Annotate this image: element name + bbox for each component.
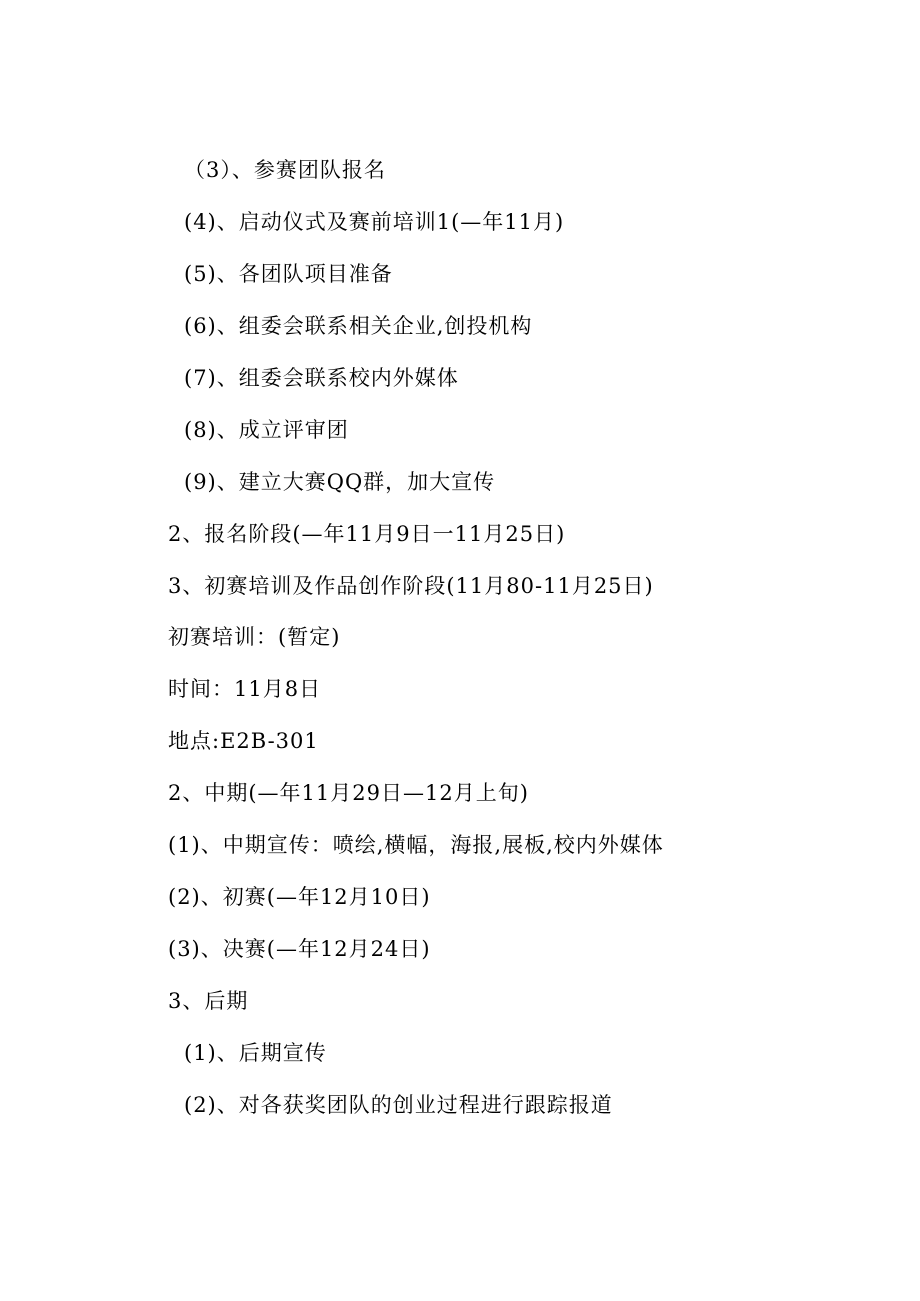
section-later-stage: 3、后期	[168, 989, 249, 1013]
item-5-project-preparation: (5)、各团队项目准备	[184, 262, 393, 286]
item-3-team-registration: （3）、参赛团队报名	[184, 158, 386, 182]
mid-term-item-2-preliminary: (2)、初赛(—年12月10日)	[168, 885, 431, 909]
later-item-1-publicity: (1)、后期宣传	[184, 1041, 327, 1065]
item-7-contact-media: (7)、组委会联系校内外媒体	[184, 366, 459, 390]
section-preliminary-training-phase: 3、初赛培训及作品创作阶段(11月80-11月25日)	[168, 574, 654, 598]
section-mid-term: 2、中期(—年11月29日—12月上旬)	[168, 781, 529, 805]
mid-term-item-1-publicity: (1)、中期宣传：喷绘,横幅，海报,展板,校内外媒体	[168, 833, 664, 857]
item-8-review-panel: (8)、成立评审团	[184, 418, 349, 442]
section-registration-phase: 2、报名阶段(—年11月9日一11月25日)	[168, 522, 566, 546]
mid-term-item-3-final: (3)、决赛(—年12月24日)	[168, 937, 431, 961]
training-time: 时间：11月8日	[168, 677, 322, 701]
item-9-qq-group: (9)、建立大赛QQ群，加大宣传	[184, 470, 496, 494]
item-6-contact-enterprises: (6)、组委会联系相关企业,创投机构	[184, 314, 533, 338]
training-location: 地点:E2B-301	[168, 729, 319, 753]
later-item-2-follow-up: (2)、对各获奖团队的创业过程进行跟踪报道	[184, 1093, 613, 1117]
preliminary-training-label: 初赛培训：(暂定)	[168, 625, 341, 649]
item-4-kickoff-training: (4)、启动仪式及赛前培训1(—年11月)	[184, 210, 565, 234]
